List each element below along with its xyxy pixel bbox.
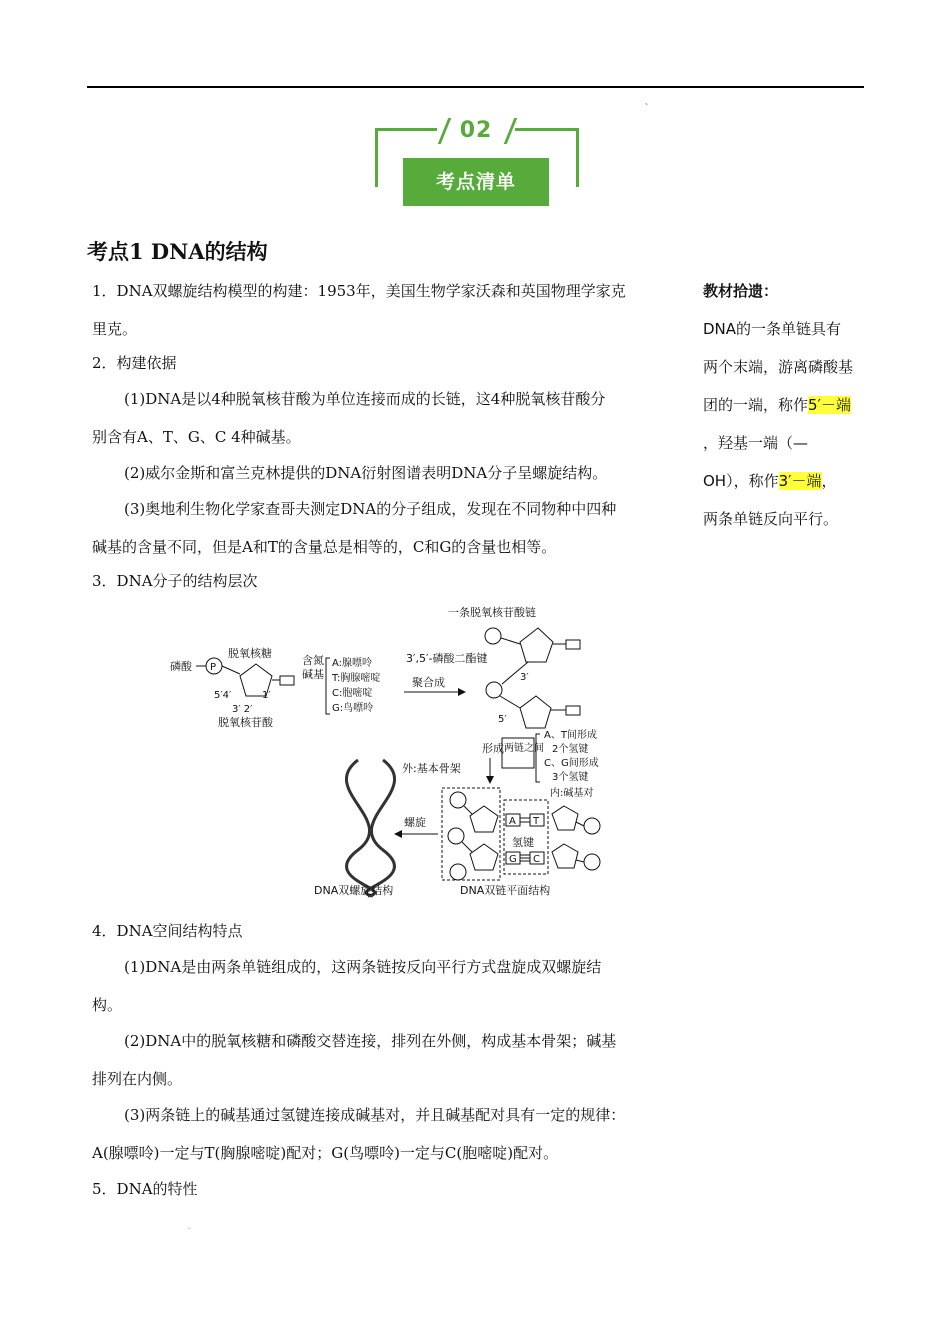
svg-text:T: T	[533, 816, 540, 827]
paragraph: 4．DNA空间结构特点	[92, 922, 243, 940]
sidebar-line: OH），称作3′－端，	[703, 472, 837, 490]
paragraph: 1．DNA双螺旋结构模型的构建：1953年，美国生物学家沃森和英国物理学家克	[92, 282, 626, 300]
chain-title: 一条脱氧核苷酸链	[448, 606, 536, 619]
svg-text:3个氢键: 3个氢键	[552, 772, 589, 783]
paragraph: 里克。	[92, 320, 138, 338]
paragraph: (2)威尔金斯和富兰克林提供的DNA衍射图谱表明DNA分子呈螺旋结构。	[124, 464, 608, 482]
base-item: G:鸟嘌呤	[332, 703, 374, 714]
inner-label: 内:碱基对	[550, 788, 594, 799]
footer-mark: .	[188, 1222, 191, 1231]
svg-text:G: G	[509, 854, 517, 865]
base-item: C:胞嘧啶	[332, 688, 373, 699]
svg-text:1′: 1′	[262, 690, 271, 701]
base-icon	[280, 676, 294, 685]
svg-text:5′: 5′	[498, 714, 507, 725]
section-banner	[373, 118, 577, 210]
paragraph: (1)DNA是由两条单链组成的，这两条链按反向平行方式盘旋成双螺旋结	[124, 958, 602, 976]
svg-text:C、G间形成: C、G间形成	[544, 758, 599, 769]
base-item: A:腺嘌呤	[332, 658, 373, 669]
bond-label: 3′,5′-磷酸二酯键	[406, 652, 488, 665]
sidebar-line: ，羟基一端（—	[703, 434, 809, 452]
paragraph: (3)两条链上的碱基通过氢键连接成碱基对，并且碱基配对具有一定的规律：	[124, 1106, 626, 1124]
sidebar-note	[703, 272, 878, 538]
outer-label: 外:基本骨架	[402, 762, 461, 775]
highlight-5-end: 5′－端	[808, 396, 851, 414]
svg-text:P: P	[210, 662, 217, 673]
caption-plane: DNA双链平面结构	[460, 884, 551, 897]
paragraph: A(腺嘌呤)一定与T(胸腺嘧啶)配对；G(鸟嘌呤)一定与C(胞嘧啶)配对。	[92, 1144, 559, 1162]
paragraph: 排列在内侧。	[92, 1070, 183, 1088]
sidebar-line: 两条单链反向平行。	[703, 510, 839, 528]
svg-text:氢键: 氢键	[512, 836, 534, 849]
sidebar-line: 两个末端，游离磷酸基	[703, 358, 854, 376]
svg-text:两链之间: 两链之间	[504, 743, 544, 754]
paragraph: 别含有A、T、G、C 4种碱基。	[92, 428, 301, 446]
sidebar-line: DNA的一条单链具有	[703, 320, 842, 338]
paragraph: 5．DNA的特性	[92, 1180, 198, 1198]
top-rule	[87, 86, 864, 88]
paragraph: (2)DNA中的脱氧核糖和磷酸交替连接，排列在外侧，构成基本骨架；碱基	[124, 1032, 617, 1050]
svg-text:含氮: 含氮	[302, 654, 324, 667]
paragraph: 碱基的含量不同，但是A和T的含量总是相等的，C和G的含量也相等。	[92, 538, 557, 556]
header-tick: 、	[645, 97, 653, 106]
svg-text:3′ 2′: 3′ 2′	[232, 704, 253, 715]
svg-text:A: A	[509, 816, 516, 827]
dna-structure-diagram	[168, 600, 618, 900]
paragraph: (3)奥地利生物化学家查哥夫测定DNA的分子组成，发现在不同物种中四种	[124, 500, 617, 518]
spiral-label: 螺旋	[404, 816, 426, 829]
paragraph: 构。	[92, 996, 123, 1014]
nucleotide-label: 脱氧核苷酸	[218, 716, 273, 729]
svg-text:A、T间形成: A、T间形成	[544, 730, 597, 741]
base-item: T:胸腺嘧啶	[332, 673, 381, 684]
banner-title: 考点清单	[403, 158, 549, 206]
caption-helix: DNA双螺旋结构	[314, 884, 394, 897]
paragraph: 2．构建依据	[92, 354, 177, 372]
svg-text:2个氢键: 2个氢键	[552, 744, 589, 755]
svg-text:3′: 3′	[520, 672, 529, 683]
svg-text:形成: 形成	[482, 742, 504, 755]
polymerize-label: 聚合成	[412, 676, 445, 689]
paragraph: (1)DNA是以4种脱氧核苷酸为单位连接而成的长链，这4种脱氧核苷酸分	[124, 390, 606, 408]
phosphate-label: 磷酸	[170, 660, 192, 673]
svg-text:碱基: 碱基	[302, 668, 324, 681]
section-title: 考点1 DNA的结构	[87, 239, 268, 264]
sugar-label: 脱氧核糖	[228, 647, 272, 660]
banner-number: 02	[459, 118, 493, 143]
svg-text:5′4′: 5′4′	[214, 690, 232, 701]
sidebar-title: 教材拾遗：	[703, 282, 779, 300]
paragraph: 3．DNA分子的结构层次	[92, 572, 258, 590]
highlight-3-end: 3′－端	[778, 472, 822, 490]
svg-text:C: C	[533, 854, 540, 865]
sidebar-line: 团的一端，称作5′－端	[703, 396, 851, 414]
